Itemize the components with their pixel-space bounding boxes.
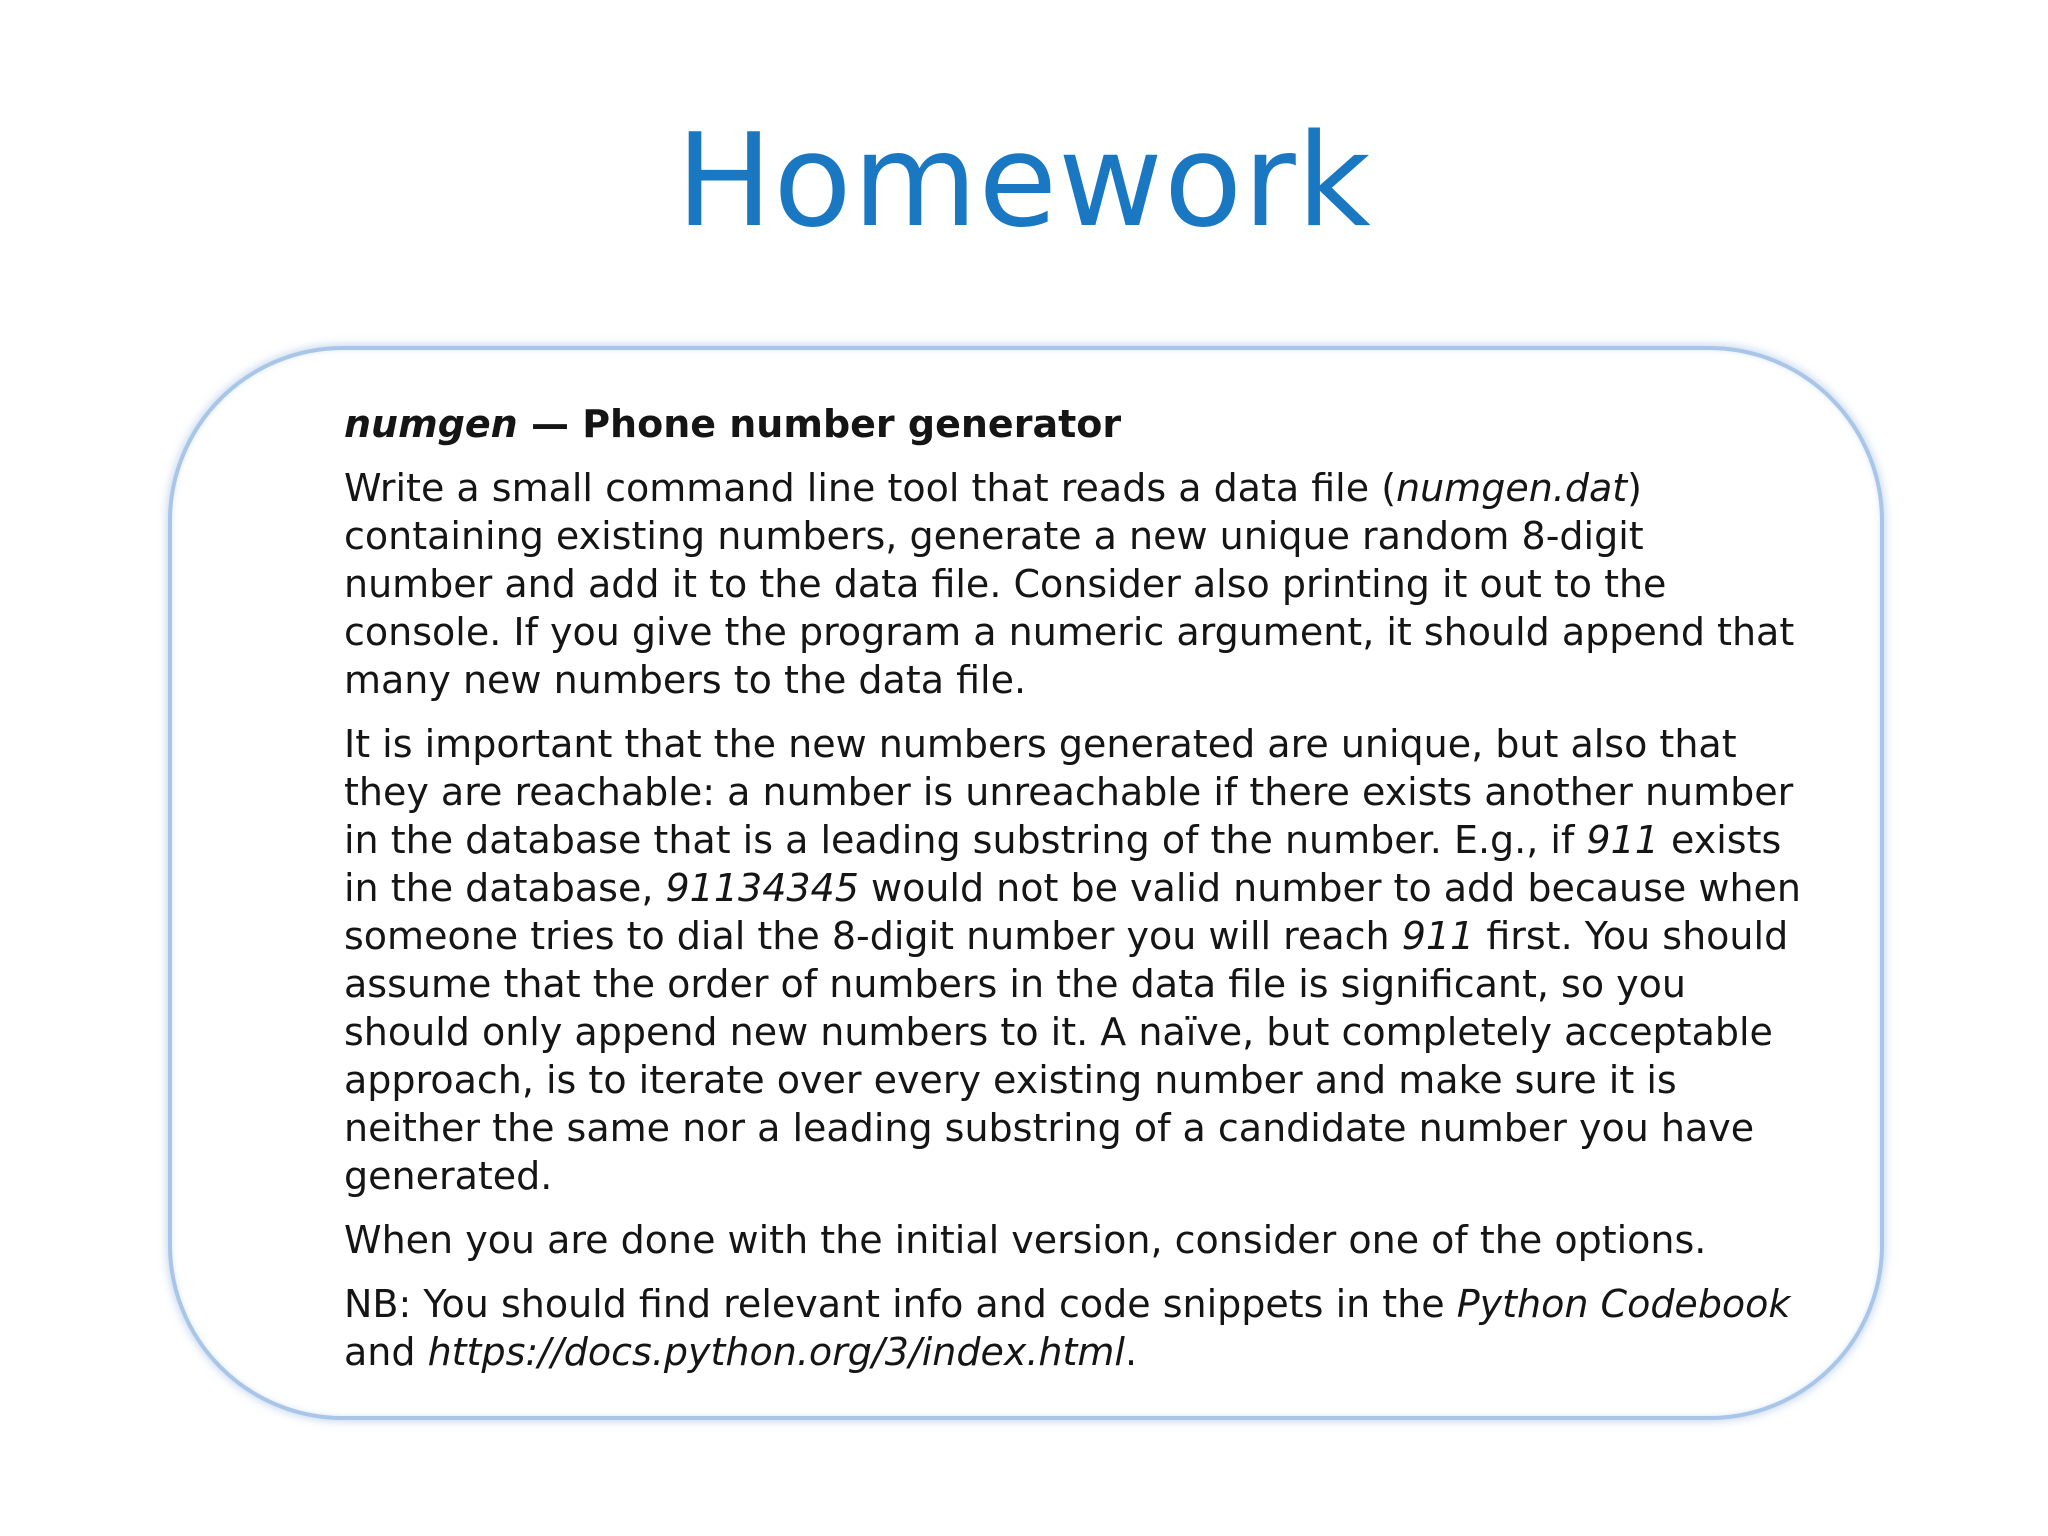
data-file-name: numgen.dat — [1396, 466, 1628, 510]
paragraph-note — [344, 1280, 1804, 1376]
example-number: 911 — [1586, 818, 1659, 862]
docs-url: https://docs.python.org/3/index.html — [427, 1330, 1125, 1374]
paragraph-options: When you are done with the initial version, consider one of the options. — [344, 1218, 1707, 1262]
heading-rest: — Phone number generator — [517, 402, 1122, 446]
text-run: . — [1124, 1330, 1138, 1374]
text-run: would not be valid number to add because when someone tries to dial the 8-digit number you will reach — [344, 866, 1802, 958]
text-run: first. You should assume that the order of numbers in the data file is significant, so you should only append new numbers to it. A naïve, but completely acceptable approach, is to iterate over every existing number and make sure it is neither the same nor a leading substring of a candidate number you have generated. — [344, 914, 1789, 1198]
text-run: It is important that the new numbers generated are unique, but also that they are reachable: a number is unreachable if there exists another number in the database that is a leading substring of the number. E.g., if — [344, 722, 1794, 862]
slide-title: Homework — [676, 107, 1372, 256]
text-run: and — [344, 1330, 428, 1374]
assignment-heading — [344, 400, 1804, 448]
paragraph-description — [344, 464, 1804, 704]
example-number: 911 — [1401, 914, 1475, 958]
text-run: NB: You should find relevant info and code snippets in the — [344, 1282, 1457, 1326]
text-run: Write a small command line tool that reads a data file ( — [344, 466, 1397, 510]
text-run: exists in the database, — [344, 818, 1782, 910]
text-run: ) containing existing numbers, generate a new unique random 8-digit number and add it to the data file. Consider also printing it out to the console. If you give the program a numeric argument, it should append that many new numbers to the data file. — [344, 466, 1795, 702]
book-title: Python Codebook — [1456, 1282, 1791, 1326]
paragraph-reachability — [344, 720, 1804, 1200]
homework-text — [344, 400, 1804, 1392]
command-name: numgen — [344, 402, 518, 446]
example-number: 91134345 — [665, 866, 859, 910]
